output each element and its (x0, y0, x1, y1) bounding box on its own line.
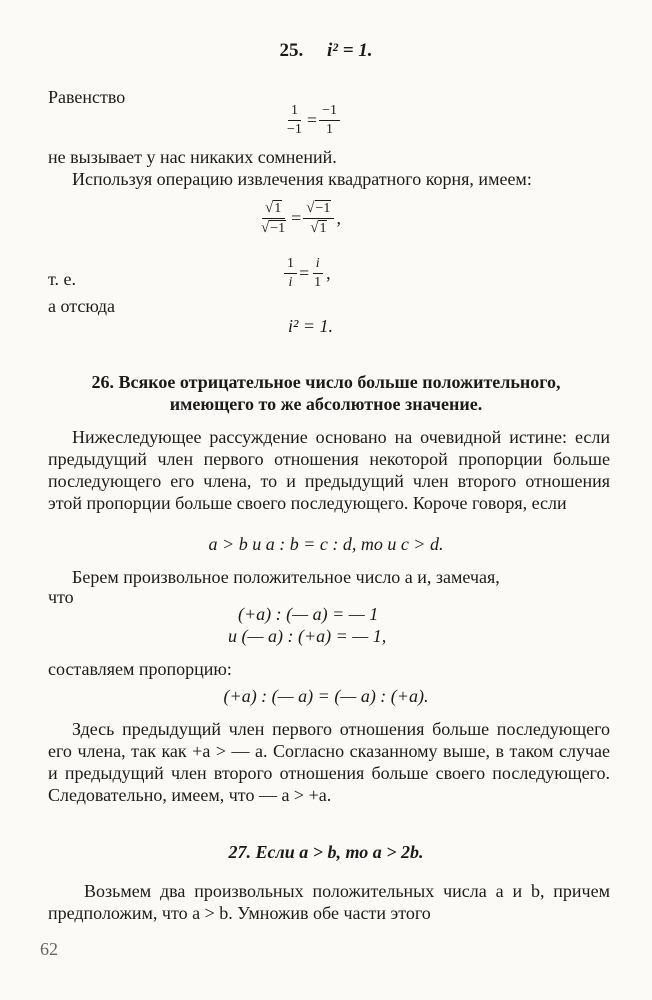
section-26-heading-line2: имеющего то же абсолютное значение. (169, 394, 483, 414)
fraction-minus-1-over-1 (319, 103, 340, 138)
paragraph-proportion-intro: составляем пропорцию: (48, 659, 232, 679)
radical (265, 200, 282, 217)
fraction-equation-i (284, 256, 333, 291)
section-27-heading: 27. Если a > b, то a > 2b. (228, 842, 424, 862)
radicand: 1 (319, 221, 327, 236)
frac-numerator: 1 (284, 256, 297, 274)
radical-sign: √ (306, 200, 315, 216)
fraction-equation-1 (284, 103, 340, 138)
result-i-squared: i² = 1. (288, 316, 334, 336)
word-te: т. е. (48, 269, 77, 289)
paragraph-doubt: не вызывает у нас никаких сомнений. (48, 147, 337, 167)
fraction-1-over-minus-1 (284, 103, 305, 138)
paragraph-conclusion: Здесь предыдущий член первого отношения больше последующего его члена, так как +a > — a. Согласно сказанному выше, в таком случае и предыдущий член второго отношения больше своего последующего. Следовательно, имеем, что — a > +a. (48, 719, 610, 805)
section-26-heading-line1: 26. Всякое отрицательное число больше положительного, (91, 372, 561, 392)
radical (310, 220, 327, 237)
frac-numerator: −1 (319, 103, 340, 121)
radical-sign: √ (310, 220, 319, 236)
equals-sign: = (299, 263, 310, 283)
condition-formula: a > b и a : b = c : d, то и c > d. (208, 534, 444, 554)
word-ravenstvo: Равенство (48, 87, 126, 107)
radicand: −1 (315, 201, 331, 216)
radicand: −1 (270, 221, 286, 236)
fraction-1-over-i (284, 256, 297, 291)
section-25-formula: i² = 1. (326, 40, 373, 61)
paragraph-take-a-line1: Берем произвольное положительное число a и, замечая, (72, 567, 500, 587)
sqrt-fraction-right (303, 200, 334, 237)
equation-1: (+a) : (— a) = — 1 (238, 604, 379, 624)
radicand: 1 (274, 201, 282, 216)
frac-denominator: 1 (326, 122, 334, 137)
proportion-formula: (+a) : (— a) = (— a) : (+a). (223, 686, 429, 706)
paragraph-reasoning: Нижеследующее рассуждение основано на очевидной истине: если предыдущий член первого отношения некоторой пропорции больше последующего его члена, то и предыдущий член второго отношения этой пропорции больше своего последующего. Короче говоря, если (48, 427, 610, 513)
frac-denominator: 1 (314, 275, 322, 290)
equals-sign: = (291, 208, 302, 228)
comma: , (336, 208, 341, 228)
equals-sign: = (306, 110, 318, 130)
radical-sign: √ (264, 200, 274, 216)
equation-2: и (— a) : (+a) = — 1, (228, 626, 387, 646)
radical (306, 200, 331, 217)
sqrt-fraction-left (258, 200, 289, 237)
frac-numerator: 1 (288, 103, 301, 121)
page-number: 62 (40, 939, 58, 959)
frac-denominator: i (288, 275, 293, 290)
paragraph-take-a-line2: что (48, 587, 74, 607)
frac-numerator: i (313, 256, 323, 274)
frac-denominator: −1 (287, 122, 302, 137)
radical (261, 220, 286, 237)
word-otsyuda: а отсюда (48, 296, 116, 316)
paragraph-sqrt: Используя операцию извлечения квадратного корня, имеем: (72, 169, 532, 189)
section-25-number: 25. (279, 40, 304, 61)
section-25-heading (0, 40, 652, 62)
comma: , (326, 263, 331, 283)
radical-sign: √ (261, 220, 270, 236)
sqrt-fraction-equation (258, 200, 343, 237)
paragraph-section-27: Возьмем два произвольных положительных числа a и b, причем предположим, что a > b. Умножив обе части этого (48, 881, 610, 923)
fraction-i-over-1 (311, 256, 324, 291)
